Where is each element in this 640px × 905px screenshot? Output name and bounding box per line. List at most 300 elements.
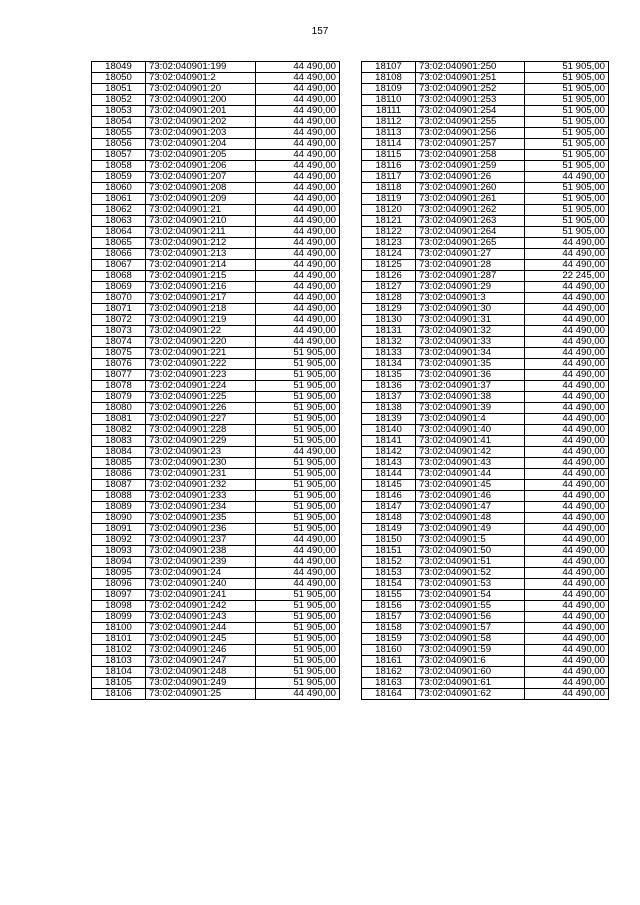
cadastral-value: 44 490,00 — [525, 359, 609, 370]
table-row — [92, 106, 340, 117]
row-number: 18084 — [92, 447, 146, 458]
cadastral-value: 44 490,00 — [256, 238, 340, 249]
row-number: 18061 — [92, 194, 146, 205]
table-row — [92, 667, 340, 678]
cadastral-value: 44 490,00 — [525, 172, 609, 183]
row-number: 18127 — [362, 282, 416, 293]
table-row — [362, 502, 609, 513]
table-row — [362, 535, 609, 546]
cadastral-value: 44 490,00 — [256, 205, 340, 216]
row-number: 18067 — [92, 260, 146, 271]
table-row — [92, 161, 340, 172]
cadastral-number: 73:02:040901:252 — [416, 84, 525, 95]
cadastral-value: 51 905,00 — [256, 392, 340, 403]
cadastral-number: 73:02:040901:38 — [416, 392, 525, 403]
cadastral-value: 44 490,00 — [256, 260, 340, 271]
cadastral-value: 51 905,00 — [256, 458, 340, 469]
table-row — [92, 590, 340, 601]
cadastral-number: 73:02:040901:29 — [416, 282, 525, 293]
row-number: 18111 — [362, 106, 416, 117]
table-row — [92, 689, 340, 700]
table-row — [362, 458, 609, 469]
cadastral-value: 51 905,00 — [256, 678, 340, 689]
cadastral-number: 73:02:040901:221 — [146, 348, 256, 359]
table-row — [92, 414, 340, 425]
cadastral-value: 44 490,00 — [525, 623, 609, 634]
table-row — [362, 447, 609, 458]
row-number: 18135 — [362, 370, 416, 381]
cadastral-number: 73:02:040901:209 — [146, 194, 256, 205]
cadastral-value: 44 490,00 — [256, 557, 340, 568]
table-row — [362, 579, 609, 590]
cadastral-number: 73:02:040901:45 — [416, 480, 525, 491]
row-number: 18059 — [92, 172, 146, 183]
cadastral-value: 51 905,00 — [256, 436, 340, 447]
table-row — [92, 95, 340, 106]
table-row — [92, 480, 340, 491]
cadastral-number: 73:02:040901:254 — [416, 106, 525, 117]
cadastral-value: 44 490,00 — [256, 337, 340, 348]
cadastral-value: 51 905,00 — [525, 183, 609, 194]
cadastral-value: 44 490,00 — [525, 480, 609, 491]
table-row — [362, 414, 609, 425]
cadastral-number: 73:02:040901:50 — [416, 546, 525, 557]
table-row — [362, 326, 609, 337]
cadastral-value: 51 905,00 — [256, 359, 340, 370]
row-number: 18076 — [92, 359, 146, 370]
cadastral-value: 51 905,00 — [256, 425, 340, 436]
cadastral-number: 73:02:040901:213 — [146, 249, 256, 260]
table-row — [362, 117, 609, 128]
row-number: 18083 — [92, 436, 146, 447]
cadastral-value: 44 490,00 — [525, 381, 609, 392]
table-row — [92, 502, 340, 513]
cadastral-value: 44 490,00 — [525, 282, 609, 293]
cadastral-value: 44 490,00 — [525, 689, 609, 700]
cadastral-number: 73:02:040901:256 — [416, 128, 525, 139]
table-row — [92, 227, 340, 238]
cadastral-value: 51 905,00 — [256, 491, 340, 502]
cadastral-number: 73:02:040901:49 — [416, 524, 525, 535]
row-number: 18138 — [362, 403, 416, 414]
table-row — [92, 557, 340, 568]
table-row — [92, 403, 340, 414]
row-number: 18141 — [362, 436, 416, 447]
row-number: 18143 — [362, 458, 416, 469]
cadastral-number: 73:02:040901:24 — [146, 568, 256, 579]
cadastral-value: 44 490,00 — [525, 678, 609, 689]
cadastral-number: 73:02:040901:229 — [146, 436, 256, 447]
cadastral-number: 73:02:040901:3 — [416, 293, 525, 304]
table-row — [362, 568, 609, 579]
table-row — [362, 370, 609, 381]
row-number: 18134 — [362, 359, 416, 370]
cadastral-value: 44 490,00 — [525, 425, 609, 436]
cadastral-number: 73:02:040901:61 — [416, 678, 525, 689]
cadastral-value: 44 490,00 — [525, 436, 609, 447]
row-number: 18080 — [92, 403, 146, 414]
table-row — [92, 249, 340, 260]
cadastral-number: 73:02:040901:55 — [416, 601, 525, 612]
cadastral-number: 73:02:040901:253 — [416, 95, 525, 106]
cadastral-number: 73:02:040901:236 — [146, 524, 256, 535]
table-row — [362, 425, 609, 436]
row-number: 18118 — [362, 183, 416, 194]
table-row — [362, 216, 609, 227]
row-number: 18156 — [362, 601, 416, 612]
row-number: 18090 — [92, 513, 146, 524]
table-row — [92, 194, 340, 205]
table-row — [362, 194, 609, 205]
cadastral-value: 44 490,00 — [525, 326, 609, 337]
table-row — [362, 249, 609, 260]
table-row — [362, 601, 609, 612]
table-row — [362, 84, 609, 95]
row-number: 18068 — [92, 271, 146, 282]
cadastral-number: 73:02:040901:217 — [146, 293, 256, 304]
table-row — [92, 623, 340, 634]
cadastral-number: 73:02:040901:205 — [146, 150, 256, 161]
row-number: 18151 — [362, 546, 416, 557]
cadastral-value: 44 490,00 — [525, 612, 609, 623]
row-number: 18155 — [362, 590, 416, 601]
row-number: 18071 — [92, 304, 146, 315]
cadastral-number: 73:02:040901:41 — [416, 436, 525, 447]
row-number: 18102 — [92, 645, 146, 656]
cadastral-value: 44 490,00 — [525, 403, 609, 414]
cadastral-number: 73:02:040901:62 — [416, 689, 525, 700]
cadastral-value: 51 905,00 — [525, 161, 609, 172]
table-row — [92, 238, 340, 249]
row-number: 18060 — [92, 183, 146, 194]
cadastral-value: 51 905,00 — [256, 601, 340, 612]
table-row — [362, 315, 609, 326]
row-number: 18085 — [92, 458, 146, 469]
row-number: 18116 — [362, 161, 416, 172]
table-row — [362, 524, 609, 535]
row-number: 18103 — [92, 656, 146, 667]
table-row — [92, 139, 340, 150]
row-number: 18089 — [92, 502, 146, 513]
row-number: 18055 — [92, 128, 146, 139]
row-number: 18117 — [362, 172, 416, 183]
row-number: 18107 — [362, 62, 416, 73]
cadastral-number: 73:02:040901:240 — [146, 579, 256, 590]
row-number: 18094 — [92, 557, 146, 568]
cadastral-value: 44 490,00 — [256, 293, 340, 304]
cadastral-value: 44 490,00 — [256, 73, 340, 84]
table-row — [362, 392, 609, 403]
row-number: 18088 — [92, 491, 146, 502]
row-number: 18052 — [92, 95, 146, 106]
row-number: 18120 — [362, 205, 416, 216]
row-number: 18150 — [362, 535, 416, 546]
cadastral-value: 44 490,00 — [525, 238, 609, 249]
row-number: 18098 — [92, 601, 146, 612]
row-number: 18148 — [362, 513, 416, 524]
page-number: 157 — [311, 26, 329, 37]
row-number: 18101 — [92, 634, 146, 645]
table-row — [362, 557, 609, 568]
cadastral-value: 44 490,00 — [525, 304, 609, 315]
cadastral-number: 73:02:040901:201 — [146, 106, 256, 117]
row-number: 18077 — [92, 370, 146, 381]
cadastral-number: 73:02:040901:246 — [146, 645, 256, 656]
table-row — [362, 205, 609, 216]
cadastral-value: 51 905,00 — [525, 95, 609, 106]
cadastral-number: 73:02:040901:6 — [416, 656, 525, 667]
table-row — [92, 271, 340, 282]
cadastral-number: 73:02:040901:250 — [416, 62, 525, 73]
table-row — [362, 381, 609, 392]
cadastral-value: 44 490,00 — [256, 216, 340, 227]
row-number: 18123 — [362, 238, 416, 249]
row-number: 18129 — [362, 304, 416, 315]
cadastral-value: 51 905,00 — [256, 348, 340, 359]
row-number: 18108 — [362, 73, 416, 84]
table-row — [362, 590, 609, 601]
table-row — [92, 381, 340, 392]
table-row — [92, 436, 340, 447]
cadastral-value: 44 490,00 — [256, 315, 340, 326]
cadastral-value: 44 490,00 — [525, 656, 609, 667]
table-row — [362, 480, 609, 491]
row-number: 18159 — [362, 634, 416, 645]
table-row — [92, 84, 340, 95]
table-row — [362, 546, 609, 557]
cadastral-number: 73:02:040901:224 — [146, 381, 256, 392]
row-number: 18070 — [92, 293, 146, 304]
cadastral-number: 73:02:040901:220 — [146, 337, 256, 348]
table-row — [362, 95, 609, 106]
row-number: 18144 — [362, 469, 416, 480]
row-number: 18161 — [362, 656, 416, 667]
cadastral-number: 73:02:040901:40 — [416, 425, 525, 436]
cadastral-value: 22 245,00 — [525, 271, 609, 282]
row-number: 18110 — [362, 95, 416, 106]
cadastral-number: 73:02:040901:21 — [146, 205, 256, 216]
cadastral-value: 51 905,00 — [256, 403, 340, 414]
table-row — [92, 535, 340, 546]
table-row — [92, 205, 340, 216]
cadastral-value: 44 490,00 — [256, 161, 340, 172]
table-row — [92, 183, 340, 194]
cadastral-value: 44 490,00 — [256, 689, 340, 700]
cadastral-value: 51 905,00 — [256, 469, 340, 480]
row-number: 18125 — [362, 260, 416, 271]
table-row — [362, 348, 609, 359]
cadastral-number: 73:02:040901:56 — [416, 612, 525, 623]
cadastral-value: 44 490,00 — [256, 326, 340, 337]
table-row — [362, 62, 609, 73]
table-row — [92, 601, 340, 612]
cadastral-number: 73:02:040901:22 — [146, 326, 256, 337]
table-row — [92, 447, 340, 458]
cadastral-number: 73:02:040901:2 — [146, 73, 256, 84]
cadastral-value: 44 490,00 — [525, 546, 609, 557]
row-number: 18133 — [362, 348, 416, 359]
cadastral-value: 51 905,00 — [525, 194, 609, 205]
cadastral-number: 73:02:040901:232 — [146, 480, 256, 491]
row-number: 18065 — [92, 238, 146, 249]
cadastral-value: 51 905,00 — [256, 612, 340, 623]
cadastral-number: 73:02:040901:260 — [416, 183, 525, 194]
cadastral-number: 73:02:040901:202 — [146, 117, 256, 128]
table-row — [362, 172, 609, 183]
row-number: 18066 — [92, 249, 146, 260]
cadastral-value: 44 490,00 — [525, 513, 609, 524]
row-number: 18099 — [92, 612, 146, 623]
table-row — [92, 656, 340, 667]
table-row — [92, 62, 340, 73]
row-number: 18057 — [92, 150, 146, 161]
cadastral-value: 51 905,00 — [525, 139, 609, 150]
row-number: 18160 — [362, 645, 416, 656]
table-row — [362, 667, 609, 678]
cadastral-number: 73:02:040901:228 — [146, 425, 256, 436]
cadastral-value: 51 905,00 — [525, 227, 609, 238]
cadastral-value: 44 490,00 — [256, 106, 340, 117]
cadastral-number: 73:02:040901:262 — [416, 205, 525, 216]
cadastral-number: 73:02:040901:261 — [416, 194, 525, 205]
row-number: 18109 — [362, 84, 416, 95]
row-number: 18132 — [362, 337, 416, 348]
cadastral-value: 44 490,00 — [525, 348, 609, 359]
row-number: 18149 — [362, 524, 416, 535]
cadastral-value: 44 490,00 — [256, 95, 340, 106]
table-row — [92, 73, 340, 84]
cadastral-number: 73:02:040901:20 — [146, 84, 256, 95]
row-number: 18075 — [92, 348, 146, 359]
cadastral-number: 73:02:040901:60 — [416, 667, 525, 678]
table-row — [92, 546, 340, 557]
cadastral-number: 73:02:040901:211 — [146, 227, 256, 238]
table-row — [362, 293, 609, 304]
table-row — [92, 579, 340, 590]
cadastral-value: 44 490,00 — [525, 590, 609, 601]
table-row — [92, 260, 340, 271]
table-row — [92, 128, 340, 139]
cadastral-value: 51 905,00 — [525, 216, 609, 227]
cadastral-value: 51 905,00 — [256, 667, 340, 678]
row-number: 18056 — [92, 139, 146, 150]
row-number: 18164 — [362, 689, 416, 700]
cadastral-value: 51 905,00 — [256, 370, 340, 381]
cadastral-value: 44 490,00 — [525, 579, 609, 590]
cadastral-number: 73:02:040901:39 — [416, 403, 525, 414]
cadastral-number: 73:02:040901:32 — [416, 326, 525, 337]
cadastral-value: 44 490,00 — [525, 370, 609, 381]
cadastral-value: 44 490,00 — [256, 139, 340, 150]
cadastral-number: 73:02:040901:58 — [416, 634, 525, 645]
cadastral-number: 73:02:040901:238 — [146, 546, 256, 557]
row-number: 18157 — [362, 612, 416, 623]
table-row — [362, 304, 609, 315]
row-number: 18062 — [92, 205, 146, 216]
cadastral-number: 73:02:040901:207 — [146, 172, 256, 183]
cadastral-number: 73:02:040901:36 — [416, 370, 525, 381]
cadastral-value: 44 490,00 — [256, 447, 340, 458]
row-number: 18136 — [362, 381, 416, 392]
cadastral-number: 73:02:040901:237 — [146, 535, 256, 546]
table-row — [362, 260, 609, 271]
table-row — [92, 117, 340, 128]
cadastral-number: 73:02:040901:243 — [146, 612, 256, 623]
cadastral-value: 44 490,00 — [256, 249, 340, 260]
cadastral-number: 73:02:040901:28 — [416, 260, 525, 271]
cadastral-value: 51 905,00 — [256, 524, 340, 535]
cadastral-number: 73:02:040901:46 — [416, 491, 525, 502]
cadastral-number: 73:02:040901:52 — [416, 568, 525, 579]
table-row — [92, 315, 340, 326]
row-number: 18114 — [362, 139, 416, 150]
row-number: 18139 — [362, 414, 416, 425]
row-number: 18054 — [92, 117, 146, 128]
cadastral-value: 44 490,00 — [256, 271, 340, 282]
cadastral-value: 44 490,00 — [256, 227, 340, 238]
cadastral-value: 44 490,00 — [525, 260, 609, 271]
row-number: 18078 — [92, 381, 146, 392]
row-number: 18128 — [362, 293, 416, 304]
cadastral-value: 51 905,00 — [256, 656, 340, 667]
cadastral-value: 44 490,00 — [256, 546, 340, 557]
cadastral-value: 44 490,00 — [525, 568, 609, 579]
table-row — [362, 645, 609, 656]
row-number: 18122 — [362, 227, 416, 238]
cadastral-number: 73:02:040901:214 — [146, 260, 256, 271]
cadastral-number: 73:02:040901:241 — [146, 590, 256, 601]
cadastral-number: 73:02:040901:208 — [146, 183, 256, 194]
cadastral-number: 73:02:040901:204 — [146, 139, 256, 150]
cadastral-number: 73:02:040901:53 — [416, 579, 525, 590]
table-row — [362, 436, 609, 447]
cadastral-number: 73:02:040901:25 — [146, 689, 256, 700]
cadastral-number: 73:02:040901:222 — [146, 359, 256, 370]
table-row — [92, 458, 340, 469]
table-row — [92, 326, 340, 337]
cadastral-number: 73:02:040901:200 — [146, 95, 256, 106]
cadastral-number: 73:02:040901:33 — [416, 337, 525, 348]
cadastral-value: 51 905,00 — [256, 634, 340, 645]
table-row — [92, 678, 340, 689]
cadastral-number: 73:02:040901:235 — [146, 513, 256, 524]
cadastral-value: 51 905,00 — [256, 414, 340, 425]
cadastral-table-right — [361, 61, 609, 700]
cadastral-number: 73:02:040901:239 — [146, 557, 256, 568]
row-number: 18063 — [92, 216, 146, 227]
row-number: 18058 — [92, 161, 146, 172]
table-row — [362, 678, 609, 689]
cadastral-number: 73:02:040901:223 — [146, 370, 256, 381]
table-row — [362, 139, 609, 150]
cadastral-value: 51 905,00 — [256, 623, 340, 634]
row-number: 18074 — [92, 337, 146, 348]
table-row — [362, 282, 609, 293]
table-row — [362, 337, 609, 348]
row-number: 18051 — [92, 84, 146, 95]
row-number: 18104 — [92, 667, 146, 678]
cadastral-number: 73:02:040901:255 — [416, 117, 525, 128]
cadastral-value: 44 490,00 — [525, 414, 609, 425]
cadastral-value: 44 490,00 — [256, 568, 340, 579]
row-number: 18081 — [92, 414, 146, 425]
cadastral-number: 73:02:040901:4 — [416, 414, 525, 425]
cadastral-value: 51 905,00 — [525, 73, 609, 84]
cadastral-number: 73:02:040901:244 — [146, 623, 256, 634]
table-row — [92, 491, 340, 502]
row-number: 18053 — [92, 106, 146, 117]
cadastral-value: 44 490,00 — [525, 491, 609, 502]
